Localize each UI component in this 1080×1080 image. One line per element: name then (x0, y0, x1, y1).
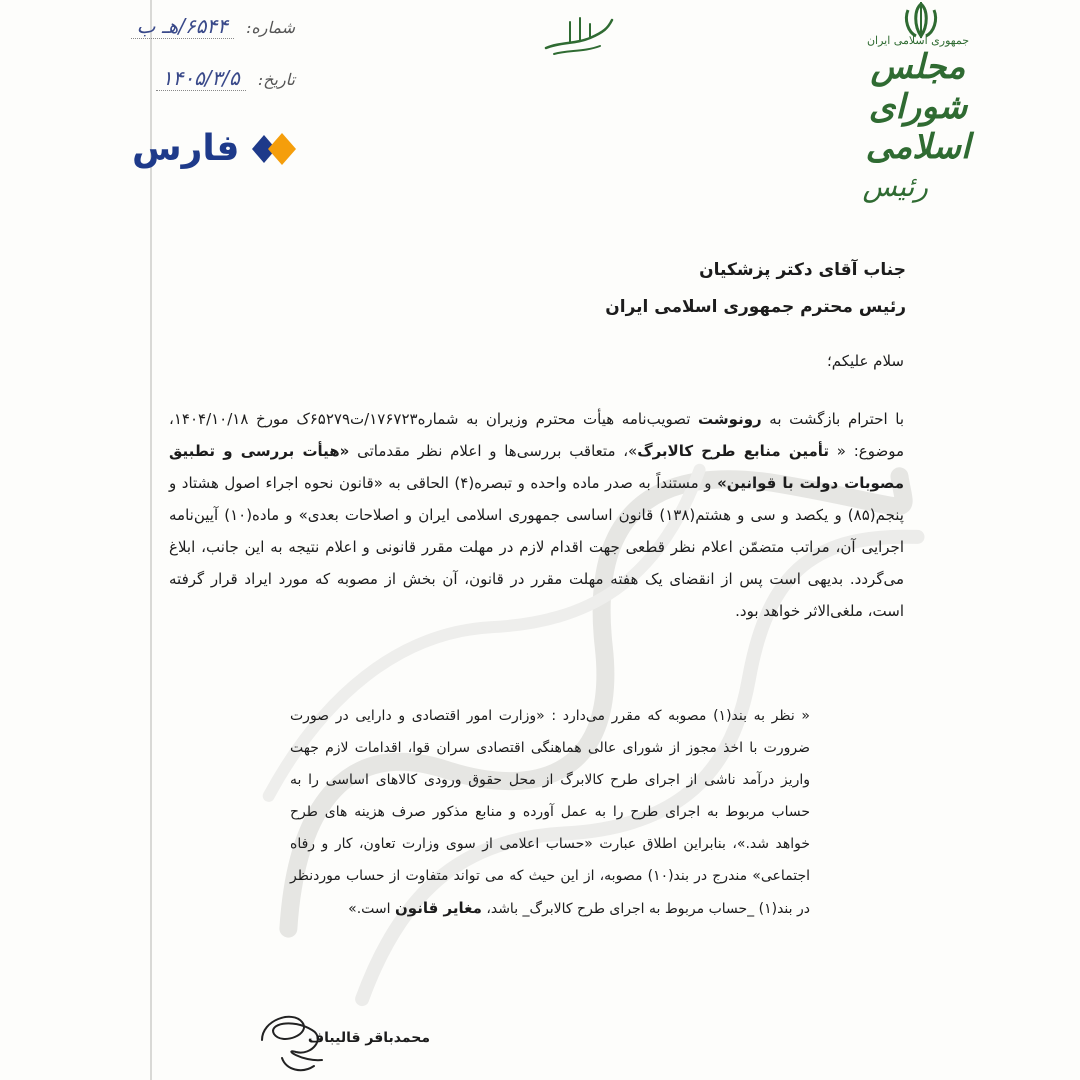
addressee-line-1: جناب آقای دکتر پزشکیان (699, 260, 906, 280)
greeting: سلام علیکم؛ (826, 352, 904, 370)
fars-logo-text: فارس (132, 128, 240, 169)
org-country-line: جمهوری اسلامی ایران (866, 34, 970, 47)
letter-number-row (100, 14, 295, 39)
org-name: مجلس شورای اسلامی (865, 47, 971, 167)
quoted-ruling (290, 700, 810, 925)
date-value: ۱۴۰۵/۳/۵ (156, 66, 246, 91)
date-label: تاریخ: (257, 70, 295, 89)
number-value: ۶۵۴۴/هـ ب (131, 14, 234, 39)
para-part: با احترام بازگشت به (761, 410, 904, 428)
fars-diamond-icon (250, 129, 296, 169)
bismillah-calligraphy-icon (540, 12, 616, 58)
addressee-line-2: رئیس محترم جمهوری اسلامی ایران (605, 297, 906, 317)
quote-part: است.» (348, 901, 395, 917)
fars-news-logo (132, 128, 296, 169)
number-label: شماره: (245, 18, 295, 37)
parliament-logo (838, 34, 998, 167)
para-part: »، متعاقب بررسی‌ها و اعلام نظر مقدماتی (349, 442, 638, 460)
para-bold-board: «هیأت بررسی و تطبیق مصوبات دولت با قوانین» (169, 442, 904, 492)
main-paragraph (169, 403, 904, 627)
quote-part: « نظر به بند(۱) مصوبه که مقرر می‌دارد : «وزارت امور اقتصادی و دارایی در صورت ضرورت با اخذ مجوز از شورای عالی هماهنگی اقتصادی سران قوا، اقدامات لازم جهت واریز درآمد ناشی از اجرای طرح کالابرگ از محل حقوق ورودی کالاهای اساسی را به حساب مربوط به اجرای طرح را به عمل آورده و منابع مذکور صرف هزینه های طرح خواهد شد.»، بنابراین اطلاق عبارت «حساب اعلامی از سوی وزارت تعاون، کار و رفاه اجتماعی» مندرج در بند(۱۰) مصوبه، از این حیث که می تواند متفاوت از حساب موردنظر در بند(۱) _حساب مربوط به اجرای طرح کالابرگ_ باشد، (290, 708, 810, 917)
addressee-block (306, 252, 906, 326)
para-part: تصویب‌نامه هیأت محترم وزیران به شماره۱۷۶۷۲۳/ت۶۵۲۷۹ک مورخ ۱۴۰۴/۱۰/۱۸، موضوع: « (169, 410, 904, 460)
para-part: و مستنداً به صدر ماده واحده و تبصره(۴) الحاقی به «قانون نحوه اجراء اصول هشتاد و پنجم(۸۵) و یکصد و سی و هشتم(۱۳۸) قانون اساسی جمهوری اسلامی ایران و اصلاحات بعدی» و ماده(۱۰) آیین‌نامه اجرایی آن، مراتب متضمّن اعلام نظر قطعی جهت اقدام لازم در مهلت مقرر قانونی و اعلام نتیجه به این جانب، ابلاغ می‌گردد. بدیهی است پس از انقضای یک هفته مهلت مقرر در قانون، آن بخش از مصوبه که مورد ایراد قرار گرفته است، ملغی‌الاثر خواهد بود. (169, 474, 904, 620)
quote-bold-verdict: مغایر قانون (395, 899, 482, 917)
para-bold-copy: رونوشت (698, 410, 762, 428)
para-bold-subject: تأمین منابع طرح کالابرگ (637, 442, 830, 460)
letter-date-row (110, 66, 295, 91)
signatory-name: محمدباقر قالیباف (307, 1030, 430, 1046)
org-role: رئیس (862, 170, 928, 203)
